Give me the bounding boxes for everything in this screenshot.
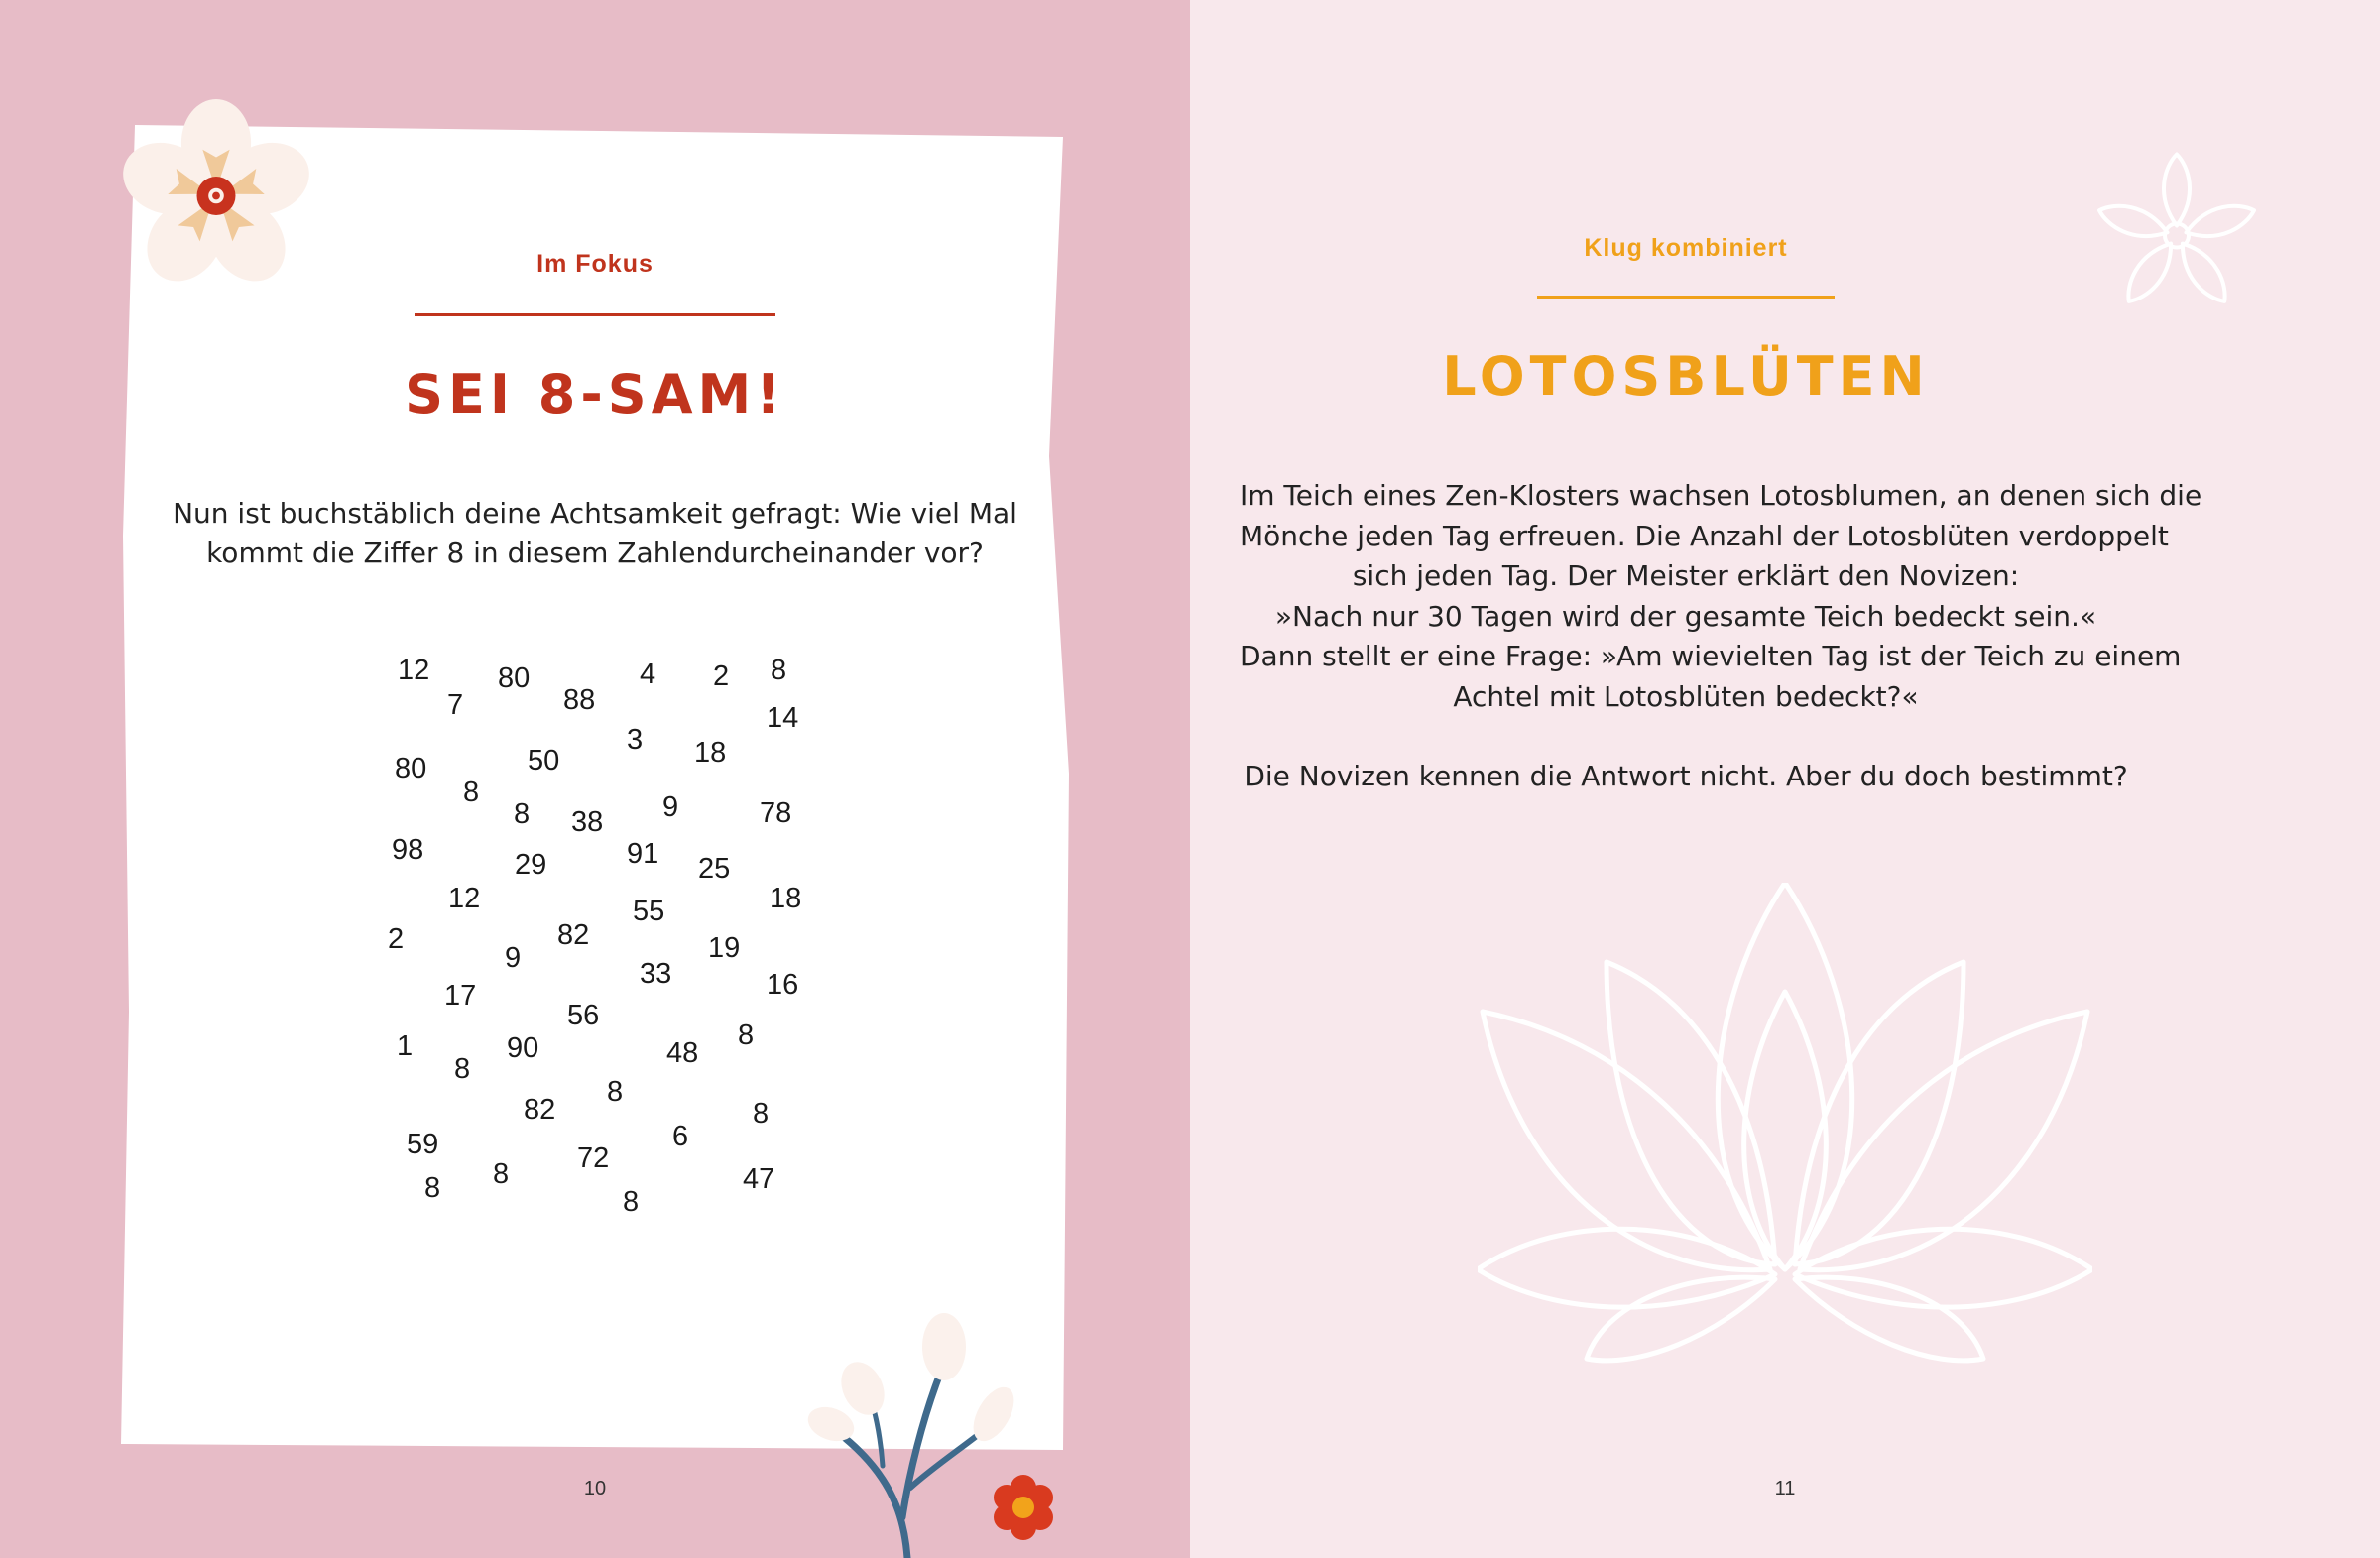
number-item: 7: [447, 689, 464, 721]
riddle-text: [1240, 476, 2202, 797]
number-item: 88: [563, 684, 596, 716]
story-line-2: Mönche jeden Tag erfreuen. Die Anzahl der Lotosblüten verdoppelt: [1240, 519, 2169, 552]
right-kicker-rule: [1537, 296, 1835, 299]
number-item: 4: [640, 659, 656, 690]
story-line-3: sich jeden Tag. Der Meister erklärt den Novizen:: [1352, 559, 2020, 592]
puzzle-question: [149, 494, 1041, 573]
number-item: 8: [454, 1053, 471, 1085]
number-item: 19: [708, 932, 741, 964]
lotus-outline-icon: [1478, 883, 2092, 1378]
carnation-flower-icon: [117, 99, 315, 293]
number-item: 82: [557, 919, 590, 951]
number-item: 18: [770, 883, 802, 914]
number-item: 8: [738, 1019, 755, 1051]
number-item: 9: [505, 942, 522, 974]
number-item: 1: [397, 1030, 414, 1062]
number-item: 8: [463, 777, 480, 808]
number-item: 6: [672, 1121, 689, 1152]
number-item: 2: [713, 660, 730, 692]
story-line-4: »Nach nur 30 Tagen wird der gesamte Teich bedeckt sein.«: [1274, 599, 2097, 633]
puzzle-card: [121, 119, 1069, 1450]
number-item: 80: [498, 662, 531, 694]
number-item: 47: [743, 1163, 775, 1195]
outline-flower-icon: [2092, 149, 2261, 322]
question-line-1: Nun ist buchstäblich deine Achtsamkeit gefragt: Wie viel Mal: [173, 497, 1017, 530]
number-item: 8: [771, 655, 787, 686]
number-item: 8: [514, 798, 531, 830]
left-kicker: Im Fokus: [536, 250, 654, 278]
right-page: [1190, 0, 2380, 1558]
number-item: 90: [507, 1032, 539, 1064]
number-item: 55: [633, 896, 665, 927]
number-item: 56: [567, 1000, 600, 1031]
number-item: 98: [392, 834, 424, 866]
number-item: 8: [424, 1172, 441, 1204]
number-item: 50: [528, 745, 560, 777]
number-item: 33: [640, 958, 672, 990]
number-item: 9: [662, 791, 679, 823]
number-item: 59: [407, 1129, 439, 1160]
number-item: 80: [395, 753, 427, 784]
number-item: 12: [398, 655, 430, 686]
number-item: 25: [698, 853, 731, 885]
number-item: 18: [694, 737, 727, 769]
right-kicker: Klug kombiniert: [1584, 234, 1788, 262]
number-item: 3: [627, 724, 644, 756]
left-kicker-rule: [415, 313, 775, 316]
number-item: 78: [760, 797, 792, 829]
number-item: 14: [767, 702, 799, 734]
number-item: 16: [767, 969, 799, 1001]
number-item: 72: [577, 1142, 610, 1174]
red-flower-icon: [988, 1472, 1059, 1543]
left-title: SEI 8-SAM!: [405, 363, 785, 425]
number-item: 29: [515, 849, 547, 881]
story-line-5: Dann stellt er eine Frage: »Am wievielten Tag ist der Teich zu einem: [1240, 640, 2182, 672]
number-item: 8: [607, 1076, 624, 1108]
right-page-number: 11: [1774, 1478, 1796, 1499]
number-item: 8: [623, 1186, 640, 1218]
number-item: 8: [493, 1158, 510, 1190]
closing-line: Die Novizen kennen die Antwort nicht. Aber du doch bestimmt?: [1244, 760, 2128, 792]
number-item: 8: [753, 1098, 770, 1130]
number-item: 2: [388, 923, 405, 955]
question-line-2: kommt die Ziffer 8 in diesem Zahlendurcheinander vor?: [206, 537, 984, 569]
left-page-number: 10: [583, 1478, 607, 1499]
number-item: 48: [666, 1037, 699, 1069]
number-item: 91: [627, 838, 659, 870]
story-line-6: Achtel mit Lotosblüten bedeckt?«: [1453, 679, 1919, 713]
number-item: 12: [448, 883, 481, 914]
number-item: 17: [444, 980, 477, 1012]
number-item: 38: [571, 806, 604, 838]
number-item: 82: [524, 1094, 556, 1126]
right-title: LOTOSBLÜTEN: [1442, 345, 1930, 408]
story-line-1: Im Teich eines Zen-Klosters wachsen Lotosblumen, an denen sich die: [1240, 479, 2202, 512]
